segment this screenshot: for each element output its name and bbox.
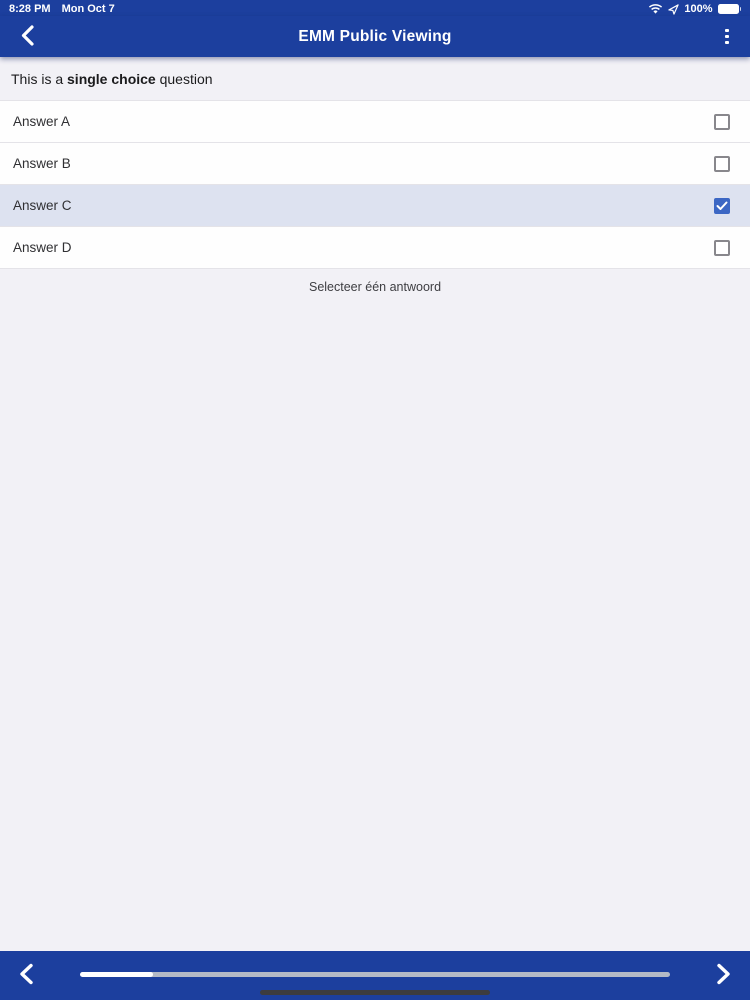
kebab-menu-icon — [725, 29, 729, 45]
progress-bar — [80, 972, 670, 977]
answer-label: Answer C — [13, 198, 72, 213]
question-prefix: This is a — [11, 70, 68, 87]
home-indicator[interactable] — [260, 990, 490, 995]
footer-bar — [0, 951, 750, 1000]
answer-row-a[interactable] — [0, 101, 750, 143]
nav-bar — [0, 16, 750, 57]
answer-list — [0, 100, 750, 269]
overflow-menu-button[interactable] — [716, 16, 738, 57]
chevron-left-icon — [21, 25, 34, 49]
checkbox-checked-icon[interactable] — [714, 198, 730, 214]
chevron-left-icon — [19, 963, 33, 988]
checkbox-icon[interactable] — [714, 240, 730, 256]
battery-icon — [718, 4, 742, 14]
status-time: 8:28 PM — [9, 3, 51, 15]
checkbox-icon[interactable] — [714, 156, 730, 172]
battery-percent: 100% — [684, 3, 713, 15]
next-question-button[interactable] — [706, 957, 742, 993]
question-text — [0, 57, 750, 100]
status-left — [9, 3, 115, 15]
answer-label: Answer B — [13, 156, 71, 171]
previous-question-button[interactable] — [8, 957, 44, 993]
answer-row-c[interactable] — [0, 185, 750, 227]
page-title: EMM Public Viewing — [298, 27, 452, 45]
answer-row-b[interactable] — [0, 143, 750, 185]
question-suffix: question — [155, 70, 213, 87]
answer-label: Answer A — [13, 114, 71, 129]
chevron-right-icon — [717, 963, 731, 988]
hint-text: Selecteer één antwoord — [308, 280, 442, 294]
back-button[interactable] — [10, 16, 44, 57]
checkbox-icon[interactable] — [714, 114, 730, 130]
answer-row-d[interactable] — [0, 227, 750, 269]
status-right — [648, 3, 741, 15]
status-date: Mon Oct 7 — [61, 3, 115, 15]
answer-label: Answer D — [13, 240, 72, 255]
location-icon — [668, 4, 679, 15]
status-bar — [0, 0, 750, 16]
question-bold: single choice — [67, 70, 156, 87]
progress-fill — [80, 972, 153, 977]
wifi-icon — [648, 4, 663, 15]
